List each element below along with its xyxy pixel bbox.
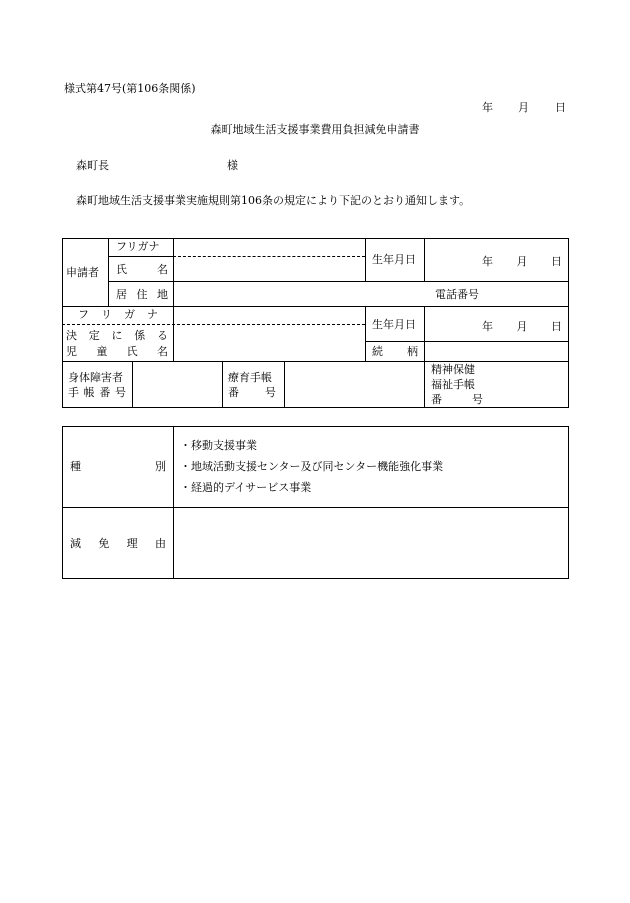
- child-birthdate-date: 年 月 日: [482, 320, 562, 333]
- service-table: [62, 426, 569, 579]
- date-day-label: 日: [555, 101, 566, 114]
- type-label: 種 別: [70, 460, 166, 473]
- child-label-line1: 決 定 に 係 る: [66, 329, 168, 342]
- form-number: 様式第47号(第106条関係): [64, 82, 196, 95]
- child-label-line2: 児 童 氏 名: [66, 345, 168, 358]
- birthdate-label: 生年月日: [372, 253, 416, 266]
- child-furigana-divider: [62, 324, 365, 325]
- service-type-item: ・地域活動支援センター及び同センター機能強化事業: [180, 460, 444, 473]
- service-type-item: ・移動支援事業: [180, 439, 257, 452]
- phone-label: 電話番号: [435, 288, 479, 301]
- rehab-label-2: 番 号: [228, 386, 276, 399]
- name-label: 氏 名: [116, 263, 168, 276]
- physical-disability-label-2: 手 帳 番 号: [68, 386, 126, 399]
- relationship-label: 続 柄: [372, 345, 418, 358]
- reason-label: 減 免 理 由: [70, 537, 166, 550]
- service-type-item: ・経過的デイサービス事業: [180, 481, 312, 494]
- mental-label-1: 精神保健: [431, 363, 475, 376]
- mental-label-3: 番 号: [431, 393, 483, 406]
- physical-disability-label-1: 身体障害者: [68, 371, 123, 384]
- document-title: 森町地域生活支援事業費用負担減免申請書: [210, 123, 420, 136]
- child-birthdate-label: 生年月日: [372, 318, 416, 331]
- rehab-label-1: 療育手帳: [228, 371, 272, 384]
- addressee-honorific: 様: [227, 159, 238, 172]
- furigana-divider: [173, 256, 365, 257]
- birthdate-date: 年 月 日: [482, 255, 562, 268]
- mental-label-2: 福祉手帳: [431, 378, 475, 391]
- intro-text: 森町地域生活支援事業実施規則第106条の規定により下記のとおり通知します。: [76, 194, 471, 207]
- address-label: 居 住 地: [116, 288, 168, 301]
- addressee-mayor: 森町長: [76, 159, 109, 172]
- date-year-label: 年: [482, 101, 493, 114]
- applicant-label: 申請者: [66, 266, 99, 279]
- furigana-label: フリガナ: [116, 240, 160, 253]
- date-month-label: 月: [518, 101, 529, 114]
- child-furigana-label: フ リ ガ ナ: [78, 308, 158, 321]
